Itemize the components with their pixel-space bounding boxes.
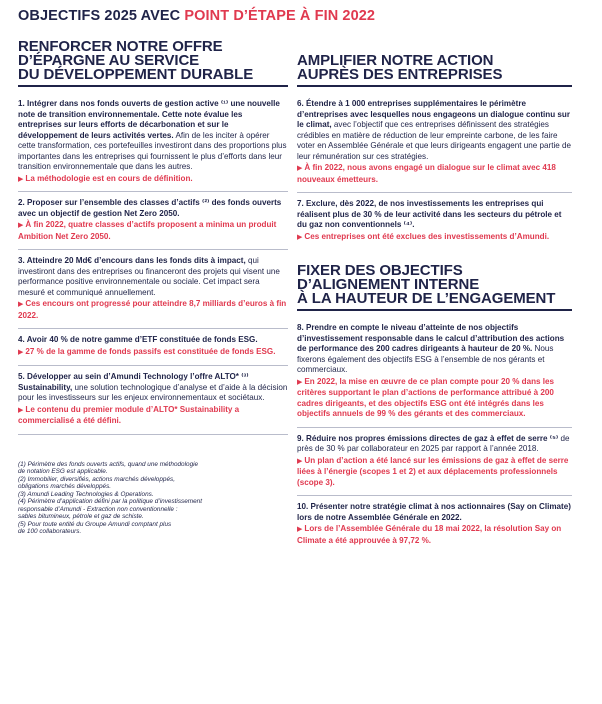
objective-1: 1. Intégrer dans nos fonds ouverts de gestion active ⁽¹⁾ une nouvelle note de transition environnementale. Cette note évalue les entreprises sur leurs efforts de décarbonation et sur le développement de leurs activités vertes. Afin de les inciter à opérer cette transformation, ces portefeuilles investiront dans des proportions plus importantes dans les entreprises qui fournissent le plus d’efforts dans leur transition environnementale que dans les autres. ▶ La méthodologie est en cours de définition.	[18, 99, 288, 192]
progress-note: ▶ En 2022, la mise en œuvre de ce plan compte pour 20 % dans les critères supportant le plan d’actions de performance attribué à 200 cadres dirigeants, et des objectifs ESG ont été intégrés dans les objectifs annuels de 99 % des gérants et des commerciaux.	[297, 376, 555, 418]
progress-note: ▶ À fin 2022, nous avons engagé un dialogue sur le climat avec 418 nouveaux émetteurs.	[297, 163, 556, 184]
section-title-epargne: RENFORCER NOTRE OFFRE D’ÉPARGNE AU SERVICE DU DÉVELOPPEMENT DURABLE	[18, 40, 288, 87]
triangle-right-icon: ▶	[18, 348, 24, 356]
triangle-right-icon: ▶	[18, 222, 24, 229]
progress-note: ▶ 27 % de la gamme de fonds passifs est constituée de fonds ESG.	[18, 346, 276, 356]
triangle-right-icon: ▶	[297, 165, 303, 172]
progress-note: ▶ Ces entreprises ont été exclues des investissements d’Amundi.	[297, 231, 550, 241]
triangle-right-icon: ▶	[297, 457, 303, 465]
objective-3: 3. Atteindre 20 Md€ d’encours dans les fonds dits à impact, qui investiront dans des entreprises ou financeront des projets qui visent une performance positive environnementale ou sociale. Cet impact sera mesuré et communiqué annuellement. ▶ Ces encours ont progressé pour atteindre 8,7 milliards d’euros à fin 2022.	[18, 256, 288, 329]
progress-note: ▶ Le contenu du premier module d’ALTO* Sustainability a commercialisé a été défini.	[18, 404, 240, 425]
left-column	[18, 40, 288, 536]
triangle-right-icon: ▶	[297, 526, 303, 533]
objective-10: 10. Présenter notre stratégie climat à nos actionnaires (Say on Climate) lors de notre Assemblée Générale en 2022. ▶ Lors de l’Assemblée Générale du 18 mai 2022, la résolution Say on Climate a été approuvée à 97,72 %.	[297, 502, 571, 545]
progress-note: ▶ Un plan d’action a été lancé sur les émissions de gaz à effet de serre liées à l’énergie (scopes 1 et 2) et aux déplacements professionnels (scope 3).	[297, 455, 569, 487]
section-title-entreprises: AMPLIFIER NOTRE ACTION AUPRÈS DES ENTREPRISES	[297, 54, 572, 87]
triangle-right-icon: ▶	[18, 406, 24, 414]
page-title: OBJECTIFS 2025 AVEC POINT D’ÉTAPE À FIN 2022	[18, 8, 376, 24]
footnotes: (1) Périmètre des fonds ouverts actifs, quand une méthodologie de notation ESG est applicable. (2) Immobilier, diversifiés, actions marchés développés, obligations marchés développés. (3) Amundi Leading Technologies & Operations. (4) Périmètre d’application défini par la politique d’investissement responsable d’Amundi - Extraction non conventionnelle : sables bitumineux, pétrole et gaz de schiste. (5) Pour toute entité du Groupe Amundi comptant plus de 100 collaborateurs.	[18, 460, 203, 535]
section-title-alignement: FIXER DES OBJECTIFS D’ALIGNEMENT INTERNE À LA HAUTEUR DE L’ENGAGEMENT	[297, 264, 572, 311]
objective-2: 2. Proposer sur l’ensemble des classes d’actifs ⁽²⁾ des fonds ouverts avec un objectif de gestion Net Zero 2050. ▶ À fin 2022, quatre classes d’actifs proposent a minima un produit Ambition Net Zero 2050.	[18, 198, 288, 250]
progress-note: ▶ La méthodologie est en cours de définition.	[18, 173, 193, 183]
triangle-right-icon: ▶	[297, 233, 303, 241]
triangle-right-icon: ▶	[297, 378, 303, 386]
progress-note: ▶ Lors de l’Assemblée Générale du 18 mai 2022, la résolution Say on Climate a été approuvée à 97,72 %.	[297, 524, 562, 545]
objective-8: 8. Prendre en compte le niveau d’atteinte de nos objectifs d’investissement responsable dans le calcul d’attribution des actions de performance des 200 cadres dirigeants à hauteur de 20 %. Nous fixerons également des objectifs ESG à l’ensemble de nos gérants et commerciaux. ▶ En 2022, la mise en œuvre de ce plan compte pour 20 % dans les critères supportant le plan d’actions de performance attribué à 200 cadres dirigeants, et des objectifs ESG ont été intégrés dans les objectifs annuels de 99 % des gérants et des commerciaux.	[297, 323, 572, 428]
objective-4: 4. Avoir 40 % de notre gamme d’ETF constituée de fonds ESG. ▶ 27 % de la gamme de fonds passifs est constituée de fonds ESG.	[18, 335, 288, 366]
objective-9: 9. Réduire nos propres émissions directes de gaz à effet de serre ⁽⁵⁾ de près de 30 % par collaborateur en 2025 par rapport à l’année 2018. ▶ Un plan d’action a été lancé sur les émissions de gaz à effet de serre liées à l’énergie (scopes 1 et 2) et aux déplacements professionnels (scope 3).	[297, 434, 572, 497]
objective-7: 7. Exclure, dès 2022, de nos investissements les entreprises qui réalisent plus de 30 % de leur activité dans les secteurs du pétrole et du gaz non conventionnels ⁽⁴⁾. ▶ Ces entreprises ont été exclues des investissements d’Amundi.	[297, 199, 572, 250]
triangle-right-icon: ▶	[18, 175, 24, 183]
progress-note: ▶ Ces encours ont progressé pour atteindre 8,7 milliards d’euros à fin 2022.	[18, 299, 287, 320]
triangle-right-icon: ▶	[18, 301, 24, 308]
progress-note: ▶ À fin 2022, quatre classes d’actifs proposent a minima un produit Ambition Net Zero 2050.	[18, 220, 277, 241]
objective-5: 5. Développer au sein d’Amundi Technology l’offre ALTO* ⁽³⁾ Sustainability, une solution technologique d’analyse et d’aide à la décision pour les investisseurs sur les enjeux environnementaux et sociétaux. ▶ Le contenu du premier module d’ALTO* Sustainability a commercialisé a été défini.	[18, 372, 288, 435]
right-column	[297, 40, 572, 559]
objective-6: 6. Étendre à 1 000 entreprises supplémentaires le périmètre d’entreprises avec lesquelles nous engageons un dialogue continu sur le climat, avec l’objectif que ces entreprises définissent des stratégies crédibles en matière de réduction de leur empreinte carbone, de les faire voter en Assemblée Générale et que leurs dirigeants engagent une partie de leur rémunération sur ces stratégies. ▶ À fin 2022, nous avons engagé un dialogue sur le climat avec 418 nouveaux émetteurs.	[297, 99, 572, 193]
